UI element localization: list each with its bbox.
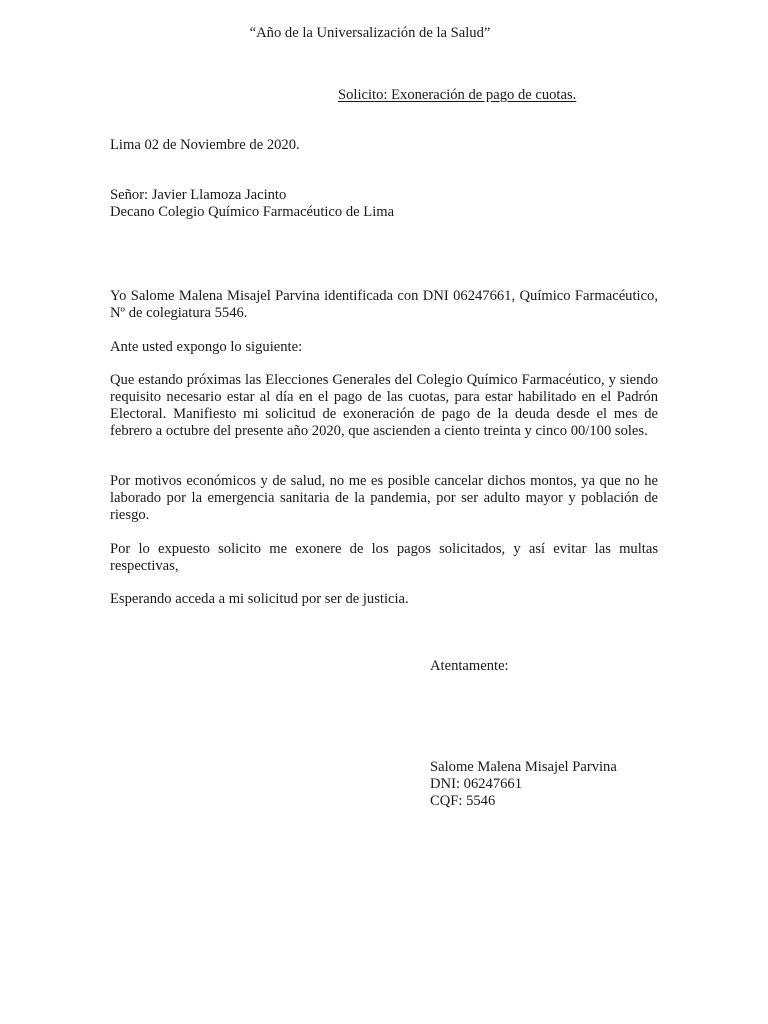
recipient-title: Decano Colegio Químico Farmacéutico de Lima: [110, 204, 395, 220]
hope-paragraph: Esperando acceda a mi solicitud por ser de justicia.: [110, 591, 409, 607]
signature-cqf: CQF: 5546: [430, 793, 496, 809]
recipient-name: Señor: Javier Llamoza Jacinto: [110, 187, 287, 203]
signature-name: Salome Malena Misajel Parvina: [430, 759, 617, 775]
petition-paragraph: Por lo expuesto solicito me exonere de los pagos solicitados, y así evitar las multas respectivas,: [110, 541, 658, 574]
preface-paragraph: Ante usted expongo lo siguiente:: [110, 339, 303, 355]
subject-line: Solicito: Exoneración de pago de cuotas.: [338, 87, 577, 103]
reasons-paragraph: Por motivos económicos y de salud, no me es posible cancelar dichos montos, ya que no he laborado por la emergencia sanitaria de la pandemia, por ser adulto mayor y población de riesgo.: [110, 473, 658, 523]
date-line: Lima 02 de Noviembre de 2020.: [110, 137, 300, 153]
signature-dni: DNI: 06247661: [430, 776, 523, 792]
signature-block: [430, 759, 617, 810]
year-motto-heading: “Año de la Universalización de la Salud”: [249, 25, 491, 41]
identification-paragraph: Yo Salome Malena Misajel Parvina identificada con DNI 06247661, Químico Farmacéutico, Nº de colegiatura 5546.: [110, 288, 658, 321]
closing-salutation: Atentamente:: [430, 658, 509, 674]
request-paragraph: Que estando próximas las Elecciones Generales del Colegio Químico Farmacéutico, y siendo requisito necesario estar al día en el pago de las cuotas, para estar habilitado en el Padrón Electoral. Manifiesto mi solicitud de exoneración de pago de la deuda desde el mes de febrero a octubre del presente año 2020, que ascienden a ciento treinta y cinco 00/100 soles.: [110, 372, 658, 439]
recipient-block: [110, 187, 394, 221]
